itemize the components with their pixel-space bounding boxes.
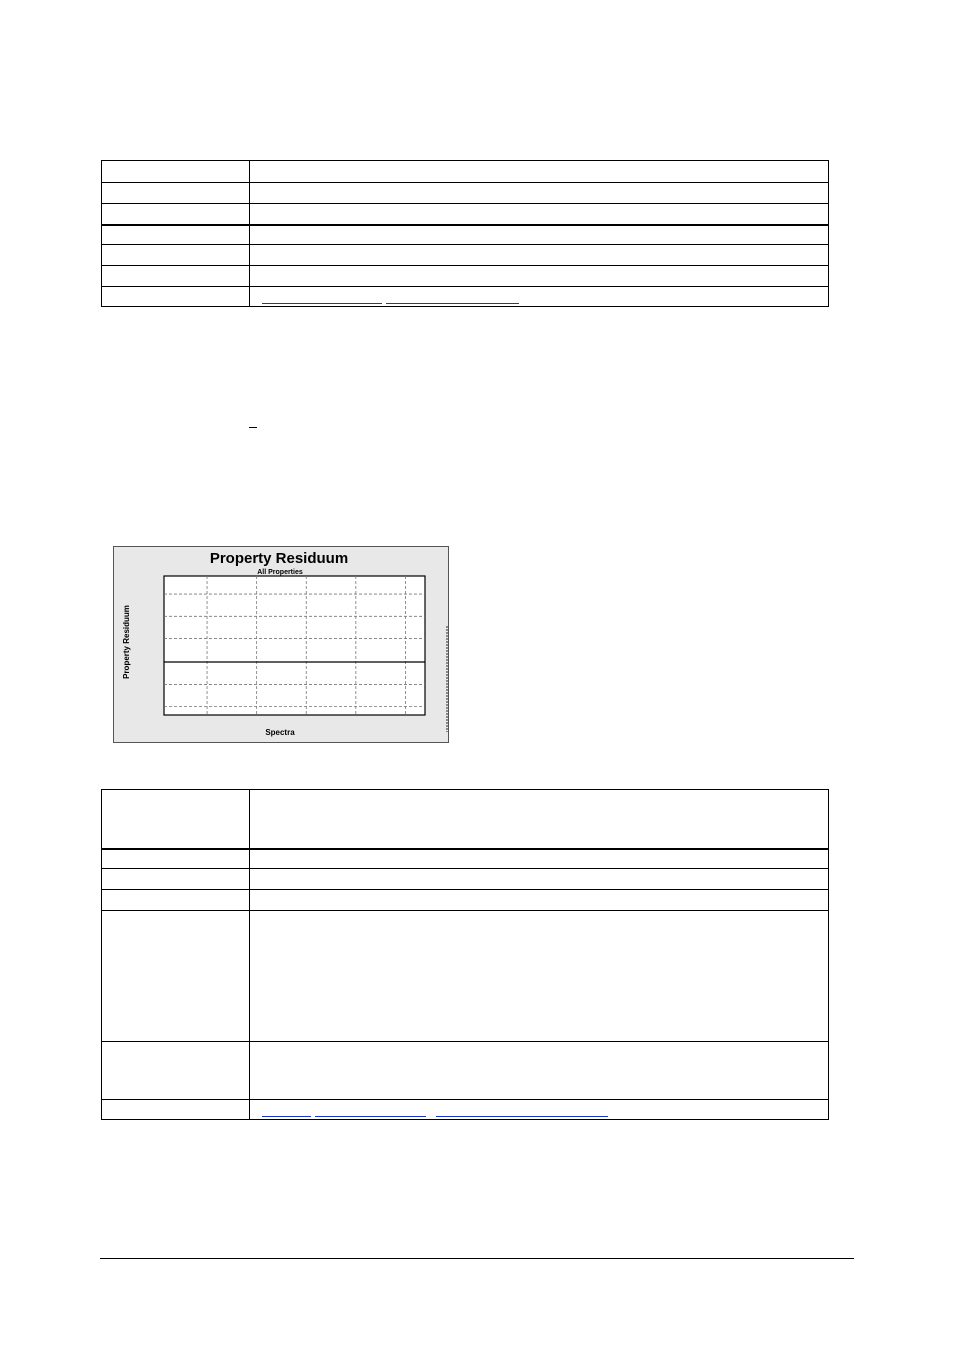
table-row: [102, 204, 829, 225]
dash-mark: [249, 427, 257, 428]
chart-svg: [113, 546, 449, 743]
bottom-table: [101, 789, 829, 1120]
link-2[interactable]: [386, 302, 519, 304]
table-row: [102, 287, 829, 307]
table-row: [102, 790, 829, 849]
plot-area: [164, 576, 425, 715]
footer-rule: [100, 1258, 854, 1259]
top-table: [101, 160, 829, 307]
y-axis-label: Property Residuum: [122, 605, 131, 679]
chart-title: Property Residuum: [209, 550, 349, 567]
table-row: [102, 911, 829, 1042]
table-row: [102, 1100, 829, 1120]
table-row: [102, 266, 829, 287]
table-row: [102, 161, 829, 183]
link-2[interactable]: [315, 1115, 426, 1117]
x-axis-label: Spectra: [265, 728, 295, 737]
table-row: [102, 1042, 829, 1100]
chart-subtitle: All Properties: [257, 569, 303, 576]
table-row: [102, 245, 829, 266]
table-row: [102, 225, 829, 245]
table-row: [102, 869, 829, 890]
property-residuum-chart: [113, 546, 449, 743]
link-1[interactable]: [262, 302, 382, 304]
table-row: [102, 890, 829, 911]
link-1[interactable]: [262, 1115, 311, 1117]
link-3[interactable]: [436, 1115, 608, 1117]
table-row: [102, 849, 829, 869]
table-row: [102, 183, 829, 204]
